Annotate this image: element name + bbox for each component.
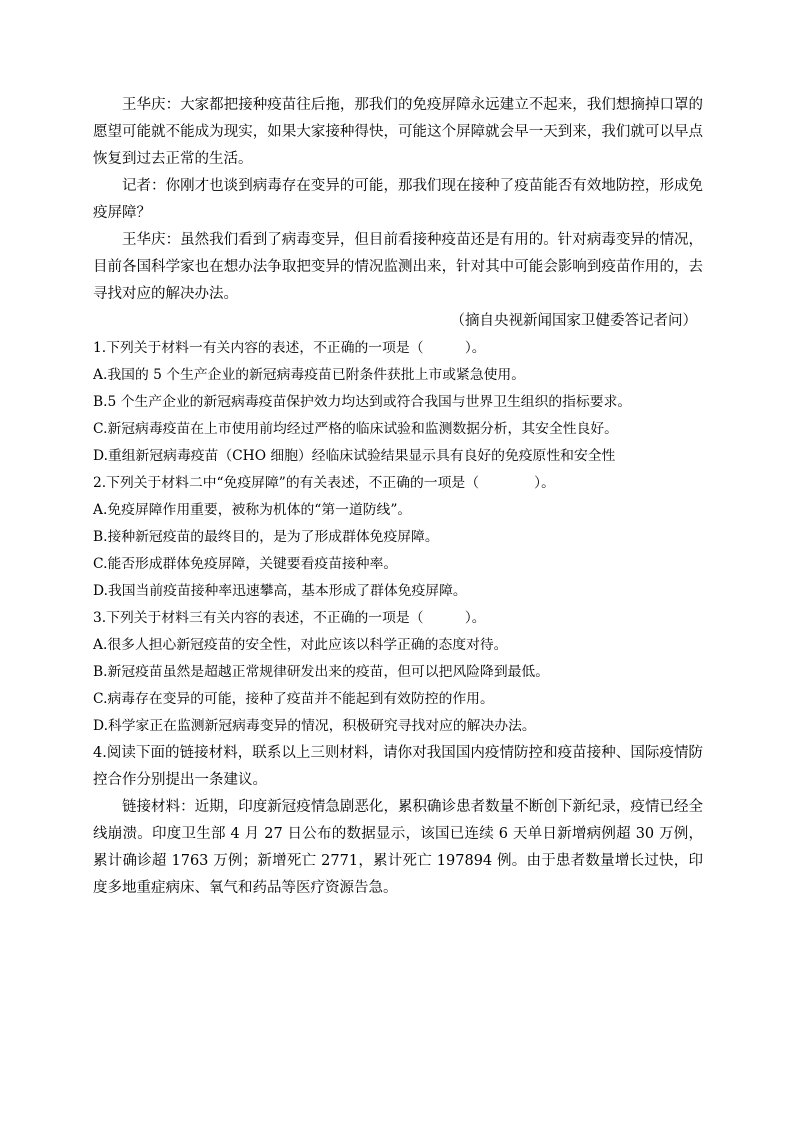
question-3-option-c: C.病毒存在变异的可能，接种了疫苗并不能起到有效防控的作用。 xyxy=(93,691,494,707)
link-material-paragraph: 链接材料：近期，印度新冠疫情急剧恶化，累积确诊患者数量不断创下新纪录，疫情已经全线崩溃。印度卫生部 4 月 27 日公布的数据显示，该国已连续 6 天单日新增病例超 30 万例，累计确诊超 1763 万例；新增死亡 2771，累计死亡 197894 例。由于患者数量增长过快，印度多地重症病床、氧气和药品等医疗资源告急。 xyxy=(93,799,703,896)
question-3-option-d: D.科学家正在监测新冠病毒变异的情况，积极研究寻找对应的解决办法。 xyxy=(93,718,536,734)
question-1-option-d: D.重组新冠病毒疫苗（CHO 细胞）经临床试验结果显示具有良好的免疫原性和安全性 xyxy=(93,448,616,464)
question-3-option-b: B.新冠疫苗虽然是超越正常规律研发出来的疫苗，但可以把风险降到最低。 xyxy=(93,664,550,680)
question-2-option-d: D.我国当前疫苗接种率迅速攀高，基本形成了群体免疫屏障。 xyxy=(93,583,467,599)
question-2-stem: 2.下列关于材料二中“免疫屏障”的有关表述，不正确的一项是（ ）。 xyxy=(93,475,555,491)
source-citation: （摘自央视新闻国家卫健委答记者问） xyxy=(450,313,697,329)
question-2-option-a: A.免疫屏障作用重要，被称为机体的“第一道防线”。 xyxy=(93,502,412,518)
question-3-option-a: A.很多人担心新冠疫苗的安全性，对此应该以科学正确的态度对待。 xyxy=(93,637,508,653)
interview-paragraph-2: 记者：你刚才也谈到病毒存在变异的可能，那我们现在接种了疫苗能否有效地防控，形成免疫屏障？ xyxy=(93,178,703,221)
question-1-option-c: C.新冠病毒疫苗在上市使用前均经过严格的临床试验和监测数据分析，其安全性良好。 xyxy=(93,421,618,437)
interview-paragraph-1: 王华庆：大家都把接种疫苗往后拖，那我们的免疫屏障永远建立不起来，我们想摘掉口罩的愿望可能就不能成为现实，如果大家接种得快，可能这个屏障就会早一天到来，我们就可以早点恢复到过去正常的生活。 xyxy=(93,97,703,167)
question-2-option-b: B.接种新冠疫苗的最终目的，是为了形成群体免疫屏障。 xyxy=(93,529,439,545)
interview-paragraph-3: 王华庆：虽然我们看到了病毒变异，但目前看接种疫苗还是有用的。针对病毒变异的情况，目前各国科学家也在想办法争取把变异的情况监测出来，针对其中可能会影响到疫苗作用的，去寻找对应的解决办法。 xyxy=(93,232,703,302)
question-2-option-c: C.能否形成群体免疫屏障，关键要看疫苗接种率。 xyxy=(93,556,398,572)
question-1-stem: 1.下列关于材料一有关内容的表述，不正确的一项是（ ）。 xyxy=(93,340,486,356)
question-1-option-a: A.我国的 5 个生产企业的新冠病毒疫苗已附条件获批上市或紧急使用。 xyxy=(93,367,526,383)
question-3-stem: 3.下列关于材料三有关内容的表述，不正确的一项是（ ）。 xyxy=(93,610,486,626)
question-4-stem: 4.阅读下面的链接材料，联系以上三则材料，请你对我国国内疫情防控和疫苗接种、国际疫情防控合作分别提出一条建议。 xyxy=(93,745,703,788)
question-1-option-b: B.5 个生产企业的新冠病毒疫苗保护效力均达到或符合我国与世界卫生组织的指标要求。 xyxy=(93,394,632,410)
